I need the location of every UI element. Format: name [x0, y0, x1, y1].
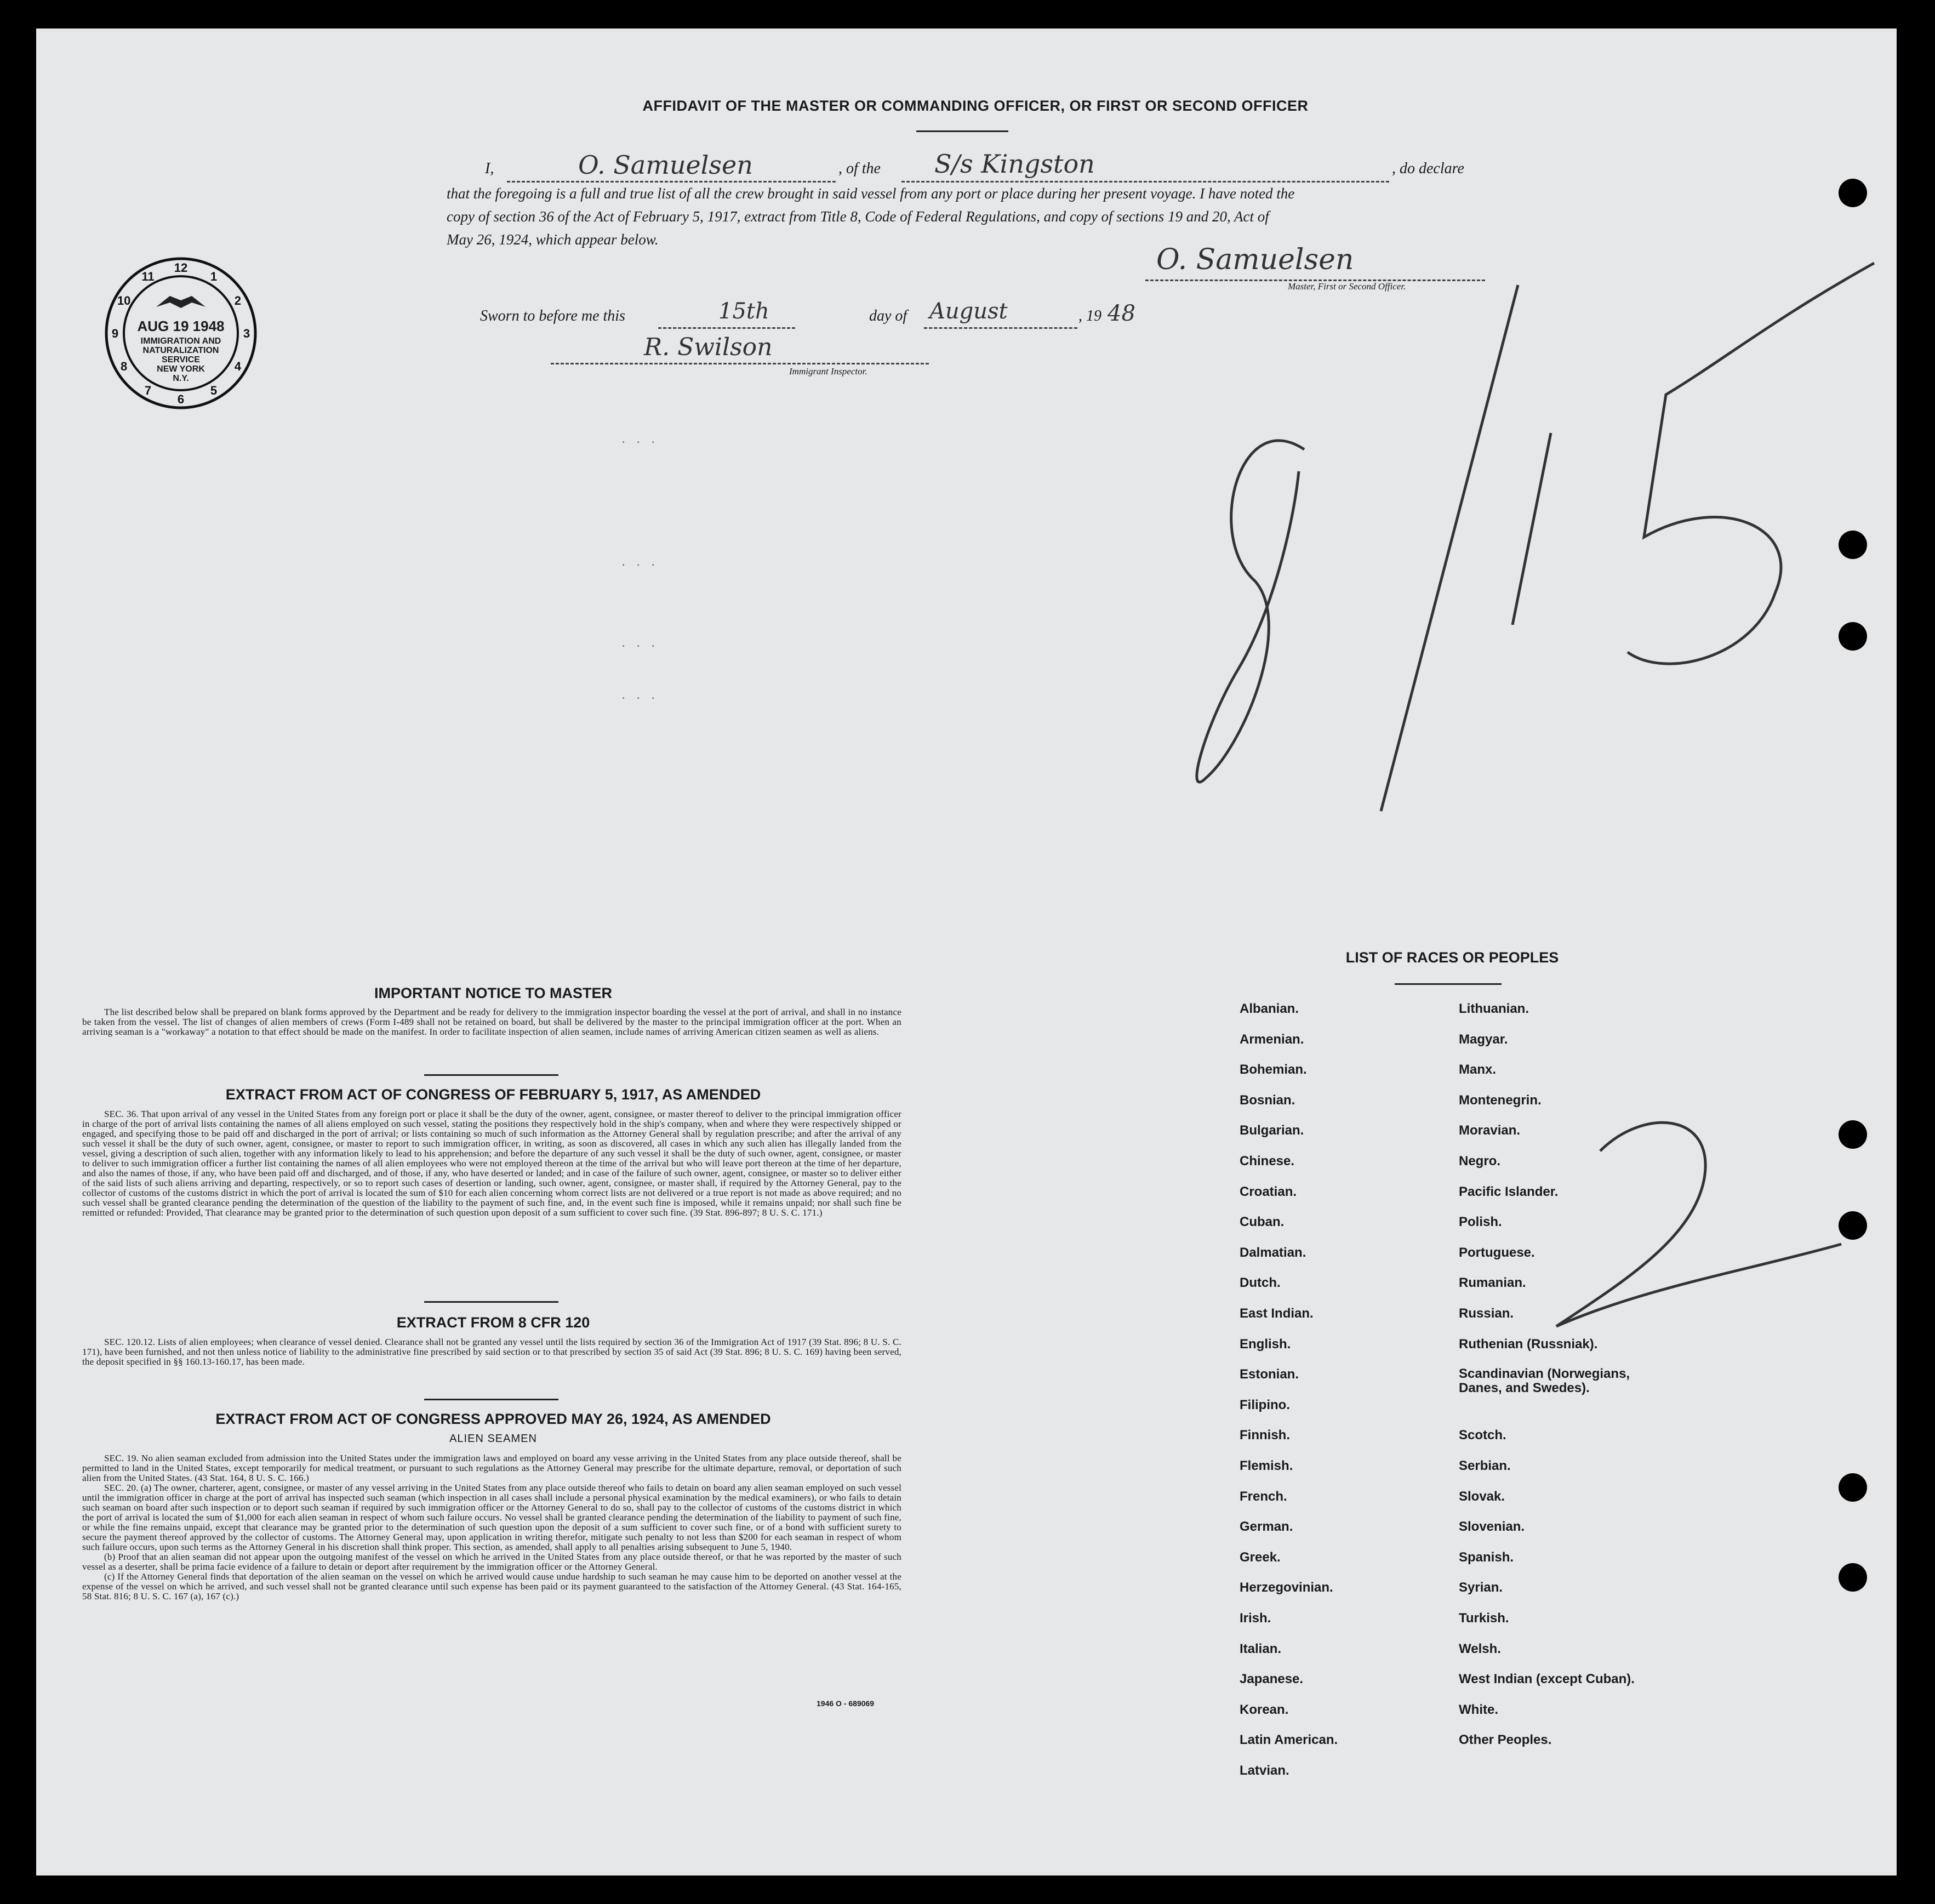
sworn-line: [480, 299, 1247, 332]
race-item: White.: [1459, 1702, 1498, 1717]
race-item: Welsh.: [1459, 1641, 1501, 1656]
race-item: Slovak.: [1459, 1489, 1505, 1504]
sec-20c-text: (c) If the Attorney General finds that deportation of the alien seaman on the vessel on which he arrived would cause undue hardship to such seaman he may cause him to be deported on another vessel at the expense of the vessel on which he arrived, and such vessel shall not be granted clearance until such expense has been paid or its payment guaranteed to the satisfaction of the Attorney General. (43 Stat. 164-165, 58 Stat. 816; 8 U. S. C. 167 (a), 167 (c).): [82, 1571, 901, 1601]
race-item: French.: [1240, 1489, 1287, 1504]
master-signature: O. Samuelsen: [1156, 243, 1354, 276]
race-item: Italian.: [1240, 1641, 1282, 1656]
race-item: Dutch.: [1240, 1275, 1281, 1291]
race-item: Rumanian.: [1459, 1275, 1526, 1291]
race-item: Scotch.: [1459, 1428, 1506, 1443]
stamp-clock-numeral: 9: [111, 327, 119, 340]
stamp-text: [104, 337, 258, 383]
race-item: Latvian.: [1240, 1763, 1289, 1778]
race-item: Lithuanian.: [1459, 1001, 1529, 1016]
race-item: Bosnian.: [1240, 1092, 1295, 1108]
stamp-line-3: SERVICE: [162, 355, 200, 364]
stamp-line-4: NEW YORK: [157, 364, 205, 374]
race-item: Scandinavian (Norwegians, Danes, and Swedes).: [1459, 1366, 1630, 1396]
stamp-clock-numeral: 12: [174, 261, 188, 275]
race-item: Bohemian.: [1240, 1062, 1307, 1078]
handwritten-strokes: [1173, 252, 1885, 828]
race-item: Latin American.: [1240, 1732, 1338, 1748]
race-item: Japanese.: [1240, 1672, 1304, 1687]
notice-title: IMPORTANT NOTICE TO MASTER: [374, 985, 612, 1001]
stamp-line-1: IMMIGRATION AND: [140, 337, 221, 346]
extract-cfr-text: SEC. 120.12. Lists of alien employees; when clearance of vessel denied. Clearance shall not be granted any vessel until the lists required by section 36 of the Immigration Act of 1917 (39 Stat. 896; 8 U. S. C. 171), have been furnished, and not then unless notice of liability to the administrative fine prescribed by said section or to that prescribed by section 35 of said Act (39 Stat. 896; 8 U. S. C. 169) having been served, the deposit specified in §§ 160.13-160.17, has been made.: [82, 1337, 901, 1367]
extract-cfr-title: EXTRACT FROM 8 CFR 120: [396, 1314, 590, 1331]
year-suffix: 48: [1108, 301, 1135, 326]
race-item: Russian.: [1459, 1306, 1514, 1321]
race-item: Turkish.: [1459, 1611, 1509, 1626]
race-item: Estonian.: [1240, 1367, 1299, 1382]
race-item: Syrian.: [1459, 1580, 1503, 1595]
master-signature-caption: Master, First or Second Officer.: [1288, 281, 1406, 292]
of-the-label: , of the: [838, 160, 881, 177]
ins-date-stamp: [104, 256, 258, 410]
extract-1924-subtitle: ALIEN SEAMEN: [449, 1433, 537, 1445]
race-item: Herzegovinian.: [1240, 1580, 1333, 1595]
race-item: Negro.: [1459, 1154, 1501, 1168]
punch-hole: [1839, 1473, 1867, 1502]
stamp-clock-numeral: 11: [141, 270, 155, 284]
inspector-signature: R. Swilson: [644, 333, 773, 361]
race-item: Korean.: [1240, 1702, 1289, 1717]
handwritten-number: [1534, 1107, 1863, 1337]
race-item: Slovenian.: [1459, 1519, 1525, 1535]
section-rule: [424, 1301, 558, 1303]
sworn-day: 15th: [718, 299, 769, 324]
race-item: East Indian.: [1240, 1306, 1314, 1321]
sworn-label: Sworn to before me this: [480, 307, 625, 324]
extract-1917-title: EXTRACT FROM ACT OF CONGRESS OF FEBRUARY 5, 1917, AS AMENDED: [225, 1086, 761, 1103]
race-item: Manx.: [1459, 1062, 1497, 1078]
stamp-clock-numeral: 7: [144, 383, 152, 397]
stamp-clock-numeral: 2: [234, 294, 242, 307]
race-item: Ruthenian (Russniak).: [1459, 1336, 1598, 1352]
race-item: Pacific Islander.: [1459, 1184, 1559, 1199]
stamp-clock-numeral: 5: [210, 383, 218, 397]
section-rule: [424, 1074, 558, 1076]
race-item: Finnish.: [1240, 1428, 1290, 1443]
declaration-body: [447, 182, 1499, 251]
race-item: Filipino.: [1240, 1397, 1290, 1412]
race-item: Armenian.: [1240, 1031, 1304, 1047]
handwritten-mark-text: [1173, 252, 1197, 265]
sworn-day-field: [658, 299, 795, 329]
declaration-line-1: that the foregoing is a full and true list of all the crew brought in said vessel from any port or place during her present voyage. I have noted the: [447, 185, 1295, 202]
stamp-date: AUG 19 1948: [137, 318, 225, 334]
extract-1924-title: EXTRACT FROM ACT OF CONGRESS APPROVED MAY 26, 1924, AS AMENDED: [215, 1411, 771, 1427]
year-prefix: , 19: [1078, 307, 1101, 324]
race-item: Greek.: [1240, 1549, 1281, 1565]
races-title: LIST OF RACES OR PEOPLES: [1345, 949, 1559, 966]
race-item: Other Peoples.: [1459, 1732, 1552, 1748]
race-item: Magyar.: [1459, 1031, 1508, 1047]
race-item: Serbian.: [1459, 1458, 1511, 1473]
race-item: Chinese.: [1240, 1154, 1295, 1168]
affidavit-title: AFFIDAVIT OF THE MASTER OR COMMANDING OFFICER, OR FIRST OR SECOND OFFICER: [642, 98, 1309, 114]
master-name: O. Samuelsen: [578, 150, 753, 180]
inspector-caption: Immigrant Inspector.: [789, 366, 867, 377]
race-item: Croatian.: [1240, 1184, 1297, 1199]
vessel-name: S/s Kingston: [934, 149, 1095, 179]
print-code: 1946 O - 689069: [817, 1699, 875, 1708]
race-item: Cuban.: [1240, 1215, 1285, 1230]
race-item: German.: [1240, 1519, 1293, 1535]
dot-marks: . . .: [622, 555, 659, 568]
day-of-label: day of: [869, 307, 907, 324]
inspector-signature-line: [551, 333, 929, 364]
race-item: Flemish.: [1240, 1458, 1293, 1473]
i-label: I,: [485, 160, 494, 177]
master-name-field: [507, 150, 836, 183]
race-item: Portuguese.: [1459, 1245, 1535, 1260]
races-title-rule: [1395, 983, 1502, 985]
dot-marks: . . .: [622, 432, 659, 446]
race-item: Moravian.: [1459, 1123, 1521, 1138]
declaration-line: [485, 149, 1499, 185]
stamp-line-5: N.Y.: [173, 374, 189, 383]
sec-20b-text: (b) Proof that an alien seaman did not appear upon the outgoing manifest of the vessel on which he arrived in the United States from any place outside thereof, or that he was reported by the master of such vessel as a deserter, shall be prima facie evidence of a failure to detain or deport after requirement by the immigration officer or the Attorney General.: [82, 1552, 901, 1572]
race-item: Bulgarian.: [1240, 1123, 1304, 1138]
race-item: Albanian.: [1240, 1001, 1299, 1016]
race-item: English.: [1240, 1336, 1291, 1352]
stamp-clock-numeral: 4: [234, 360, 242, 373]
handwritten-number-text: [1534, 1107, 1542, 1120]
race-item: Montenegrin.: [1459, 1092, 1542, 1108]
sworn-month: August: [929, 299, 1008, 324]
race-item: West Indian (except Cuban).: [1459, 1672, 1635, 1687]
handwritten-2-strokes: [1534, 1107, 1863, 1337]
notice-text: The list described below shall be prepared on blank forms approved by the Department and be ready for delivery to the immigration inspector boarding the vessel at the port of arrival, and shall in no instance be taken from the vessel. The list of changes of alien members of crews (Form I-489 shall not be retained on board, but shall be delivered by the master to the principal immigration officer at the port. When an arriving seaman is a "workaway" a notation to that effect should be made on the manifest. In order to facilitate inspection of alien seamen, include names of arriving American citizen seamen as well as aliens.: [82, 1007, 901, 1037]
stamp-clock-numeral: 8: [120, 360, 128, 373]
stamp-clock-numeral: 6: [177, 392, 185, 406]
race-item: Irish.: [1240, 1611, 1271, 1626]
extract-1917-text: SEC. 36. That upon arrival of any vessel in the United States from any foreign port or place it shall be the duty of the owner, agent, consignee, or master thereof to deliver to the principal immigration officer in charge of the port of arrival lists containing the names of all aliens employed on such vessel, stating the positions they respectively hold in the ship's company, when and where they were respectively shipped or engaged, and specifying those to be paid off and discharged in the port of arrival; or lists containing so much of such information as the Attorney General shall by regulation prescribe; and after the arrival of any such vessel it shall be the duty of such owner, agent, consignee, or master to report to such immigration officer, in writing, as soon as discovered, all cases in which any such alien has illegally landed from the vessel, giving a description of such alien, together with any information likely to lead to his apprehension; and before the departure of any such vessel it shall be the duty of such owner, agent, consignee, or master to deliver to such immigration officer a further list containing the names of all alien employees who were not employed thereon at the time of the arrival but who will leave port thereon at the time of her departure, and also the names of those, if any, who have been paid off and discharged, and of those, if any, who have deserted or landed; and in case of the failure of such owner, agent, consignee, or master so to deliver either of the said lists of such aliens arriving and departing, respectively, or so to report such cases of desertion or landing, such owner, agent, consignee, or master shall, if required by the Attorney General, pay to the collector of customs of the customs district in which the port of arrival is located the sum of $10 for each alien concerning whom correct lists are not delivered or a true report is not made as above required; and no such vessel shall be granted clearance pending the determination of the question of the liability to the payment of such fine, and, in the event such fine is imposed, while it remains unpaid; nor shall such fine be remitted or refunded: Provided, That clearance may be granted prior to the determination of such question upon deposit of a sum sufficient to cover such fine. (39 Stat. 896-897; 8 U. S. C. 171.): [82, 1109, 901, 1218]
handwritten-mark: [1173, 252, 1885, 828]
do-declare-label: , do declare: [1392, 160, 1464, 177]
stamp-eagle-icon: [153, 290, 208, 312]
race-item: Dalmatian.: [1240, 1245, 1306, 1260]
race-item: Polish.: [1459, 1215, 1502, 1230]
vessel-field: [901, 149, 1389, 183]
stamp-clock-numeral: 1: [210, 270, 218, 284]
stamp-line-2: NATURALIZATION: [142, 346, 219, 355]
sworn-month-field: [924, 299, 1077, 329]
punch-hole: [1839, 179, 1867, 207]
section-rule: [424, 1399, 558, 1400]
dot-marks: . . .: [622, 636, 659, 649]
sec-19-text: SEC. 19. No alien seaman excluded from admission into the United States under the immigration laws and employed on board any vesse arriving in the United States from any place outside thereof, shall be permitted to land in the United States, except temporarily for medical treatment, or pursuant to such regulations as the Attorney General may prescribe for the ultimate departure, removal, or deportation of such alien from the United States. (43 Stat. 164, 8 U. S. C. 166.): [82, 1453, 901, 1483]
title-rule: [916, 130, 1008, 132]
extract-1924-body: [82, 1453, 901, 1601]
dot-marks: . . .: [622, 688, 659, 702]
declaration-line-3: May 26, 1924, which appear below.: [447, 231, 659, 248]
race-item: Spanish.: [1459, 1549, 1514, 1565]
stamp-clock-numeral: 3: [243, 327, 250, 340]
declaration-line-2: copy of section 36 of the Act of February 5, 1917, extract from Title 8, Code of Federal Regulations, and copy of sections 19 and 20, Act of: [447, 208, 1269, 225]
punch-hole: [1839, 1563, 1867, 1592]
sec-20a-text: SEC. 20. (a) The owner, charterer, agent, consignee, or master of any vessel arriving in the United States from any place outside thereof who fails to detain on board any alien seaman employed on such vessel until the immigration officer in charge at the port of arrival has inspected such seaman (which inspection in all cases shall include a personal physical examination by the medical examiners), or who fails to detain such seaman on board after such inspection or to deport such seaman if required by such immigration officer or the Attorney General to do so, shall pay to the collector of customs of the customs district in which the port of arrival is located the sum of $1,000 for each alien seaman in respect of whom such failure occurs. No vessel shall be granted clearance pending the determination of the liability to payment of such fine, or while the fine remains unpaid, except that clearance may be granted prior to the determination of such question upon the deposit of a sum sufficient to cover such fine, or of a bond with sufficient surety to secure the payment thereof approved by the collector of customs. The Attorney General may, upon application in writing therefor, mitigate such penalty to not less than $200 for each seaman in respect of whom such failure occurs, upon such terms as the Attorney General in his discretion shall think proper. This section, as amended, shall apply to all penalties arising subsequent to June 5, 1940.: [82, 1483, 901, 1552]
stamp-clock-numeral: 10: [117, 294, 131, 307]
